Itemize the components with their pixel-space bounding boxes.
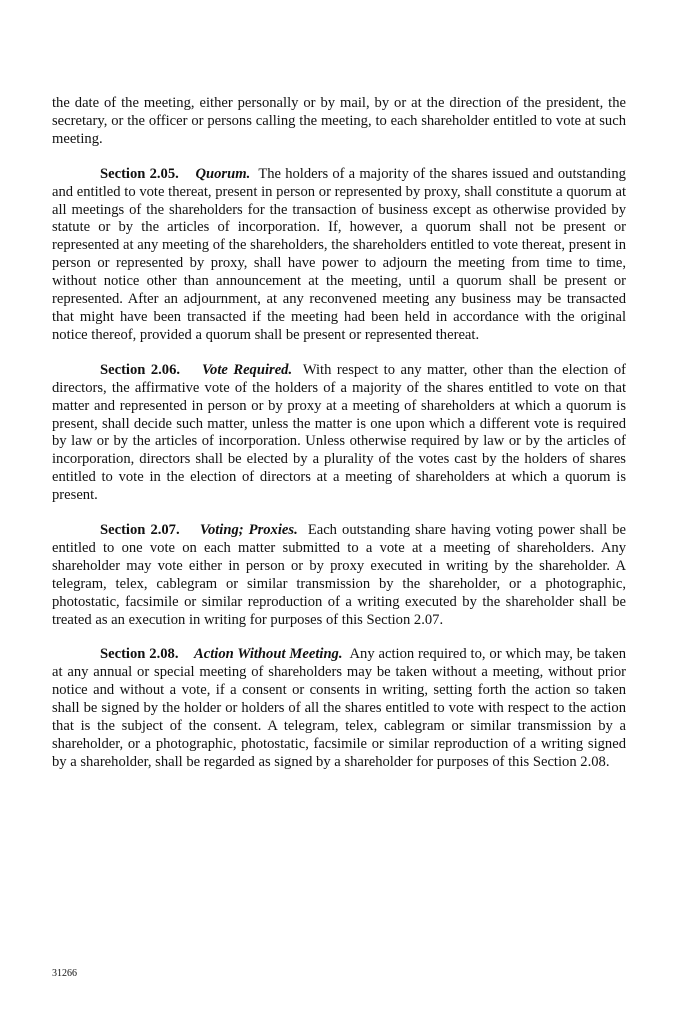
section-number: Section 2.07. <box>100 522 180 539</box>
section-2-05 <box>52 166 626 345</box>
document-id: 31266 <box>52 968 77 979</box>
section-body: With respect to any matter, other than the election of directors, the affirmative vote of the holders of a majority of the shares entitled to vote on that matter and represented in person or by proxy at a meeting of shareholders at which a quorum is present, shall decide such matter, unless the matter is one upon which a different vote is required by law or by the articles of incorporation. Unless otherwise required by law or by the articles of incorporation, directors shall be elected by a plurality of the votes cast by the holders of shares entitled to vote in the election of directors at a meeting of shareholders at which a quorum is present. <box>52 361 626 504</box>
section-number: Section 2.05. <box>100 165 179 182</box>
section-number: Section 2.08. <box>100 646 179 663</box>
section-2-06 <box>52 362 626 505</box>
section-title: Vote Required. <box>201 361 293 378</box>
section-2-08 <box>52 646 626 771</box>
section-title: Action Without Meeting. <box>194 646 343 663</box>
section-2-07 <box>52 522 626 629</box>
document-page <box>52 95 626 789</box>
section-title: Voting; Proxies. <box>199 522 298 539</box>
section-title: Quorum. <box>195 165 251 182</box>
section-number: Section 2.06. <box>100 361 181 378</box>
intro-paragraph: the date of the meeting, either personally or by mail, by or at the direction of the president, the secretary, or the officer or persons calling the meeting, to each shareholder entitled to vote at such meeting. <box>52 95 626 147</box>
section-body: The holders of a majority of the shares issued and outstanding and entitled to vote thereat, present in person or represented by proxy, shall constitute a quorum at all meetings of the shareholders for the transaction of business except as otherwise provided by statute or by the articles of incorporation. If, however, a quorum shall not be present or represented at any meeting of the shareholders, the shareholders entitled to vote thereat, present in person or represented by proxy, shall have power to adjourn the meeting from time to time, without notice other than announcement at the meeting, until a quorum shall be present or represented. After an adjournment, at any reconvened meeting any business may be transacted that might have been transacted if the meeting had been held in accordance with the original notice thereof, provided a quorum shall be present or represented thereat. <box>52 165 626 343</box>
section-body: Each outstanding share having voting power shall be entitled to one vote on each matter submitted to a vote at a meeting of shareholders. Any shareholder may vote either in person or by proxy executed in writing by the shareholder. A telegram, telex, cablegram or similar transmission by the shareholder, or a photographic, photostatic, facsimile or similar reproduction of a writing executed by the shareholder shall be treated as an execution in writing for purposes of this Section 2.07. <box>52 522 627 628</box>
section-body: Any action required to, or which may, be taken at any annual or special meeting of shareholders may be taken without a meeting, without prior notice and without a vote, if a consent or consents in writing, setting forth the action so taken shall be signed by the holder or holders of all the shares entitled to vote with respect to the action that is the subject of the consent. A telegram, telex, cablegram or similar transmission by a shareholder, or a photographic, photostatic, facsimile or similar reproduction of a writing signed by a shareholder, shall be regarded as signed by a shareholder for purposes of this Section 2.08. <box>52 646 627 770</box>
